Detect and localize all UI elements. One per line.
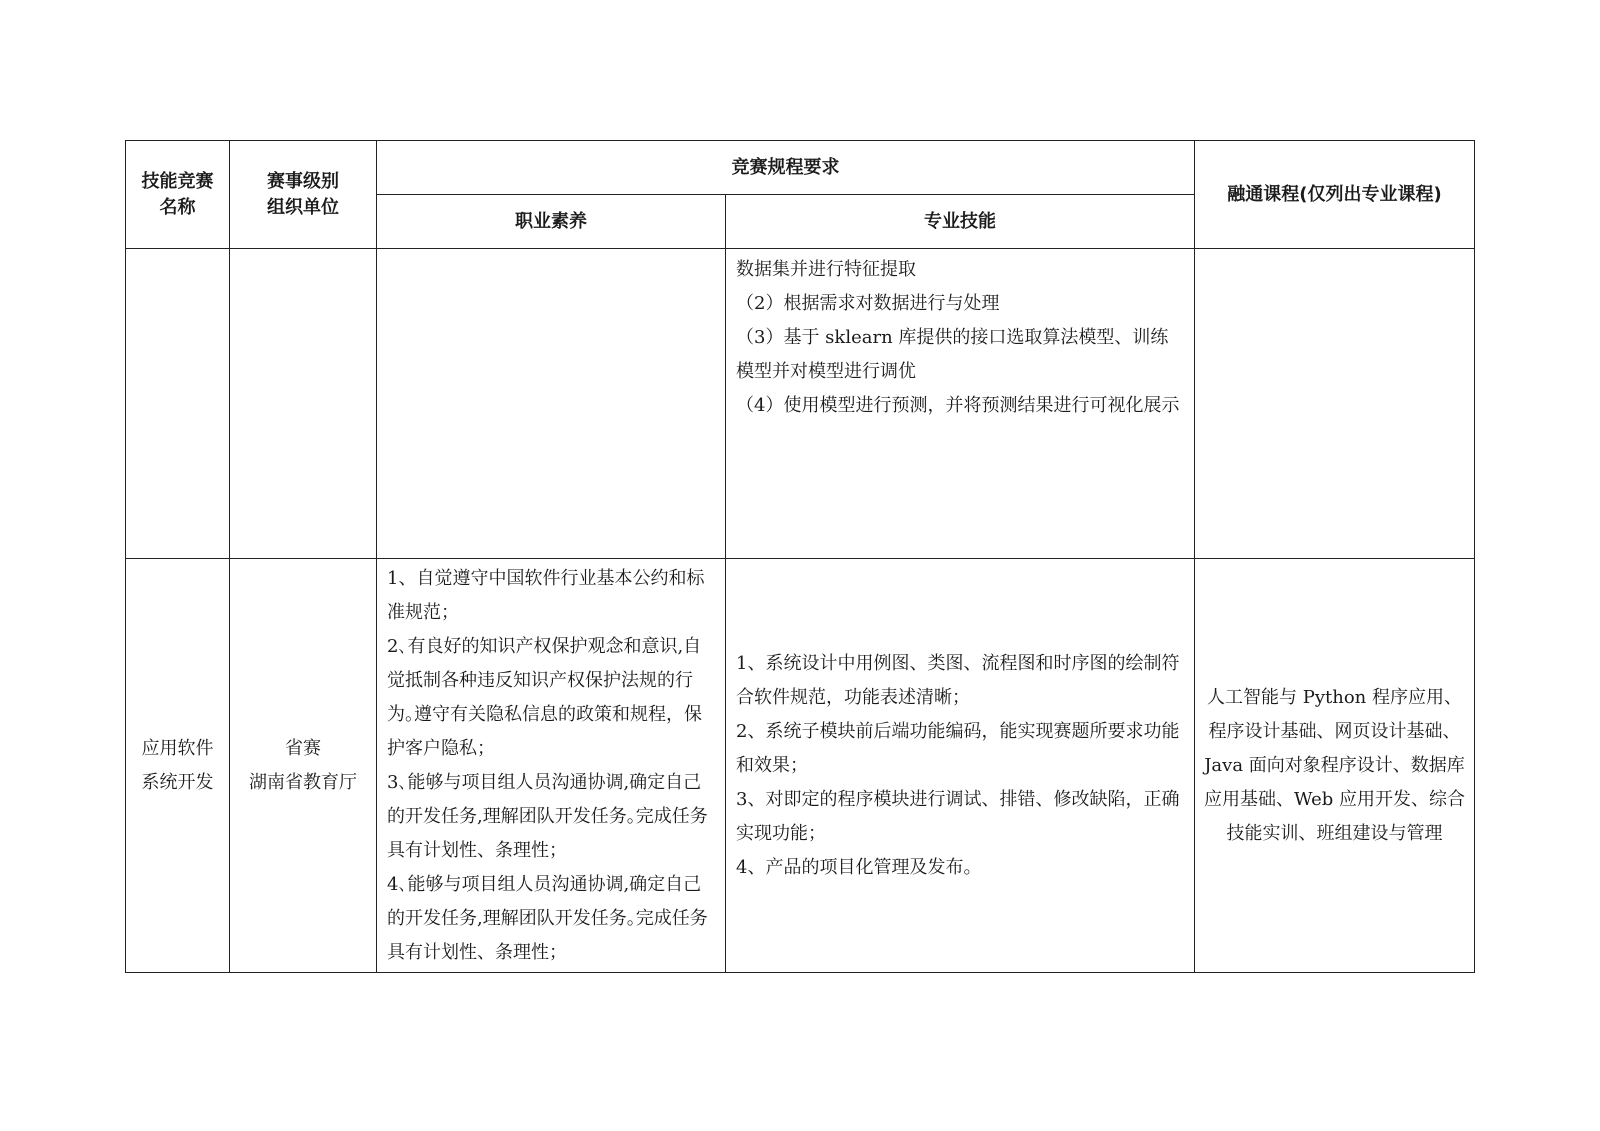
table-row xyxy=(126,249,1475,559)
literacy-item: 3､能够与项目组人员沟通协调,确定自己的开发任务,理解团队开发任务｡完成任务具有计划性、条理性； xyxy=(387,771,708,861)
header-competition-name: 技能竞赛 名称 xyxy=(126,141,230,249)
header-professional-literacy: 职业素养 xyxy=(377,195,726,249)
cell-courses xyxy=(1195,249,1475,559)
cell-competition-name xyxy=(126,249,230,559)
skill-item: （3）基于 sklearn 库提供的接口选取算法模型、训练模型并对模型进行调优 xyxy=(736,327,1169,382)
cell-literacy xyxy=(377,559,726,973)
skill-item: 数据集并进行特征提取 xyxy=(736,259,916,280)
skill-item: 1、系统设计中用例图、类图、流程图和时序图的绘制符合软件规范，功能表述清晰； xyxy=(736,652,1180,708)
header-related-courses: 融通课程(仅列出专业课程) xyxy=(1195,141,1475,249)
literacy-item: 4､能够与项目组人员沟通协调,确定自己的开发任务,理解团队开发任务｡完成任务具有计划性、条理性； xyxy=(387,873,708,963)
table-row xyxy=(126,559,1475,973)
literacy-item: 1、自觉遵守中国软件行业基本公约和标准规范； xyxy=(387,567,705,623)
skill-item: 4、产品的项目化管理及发布。 xyxy=(736,856,982,878)
header-row-1 xyxy=(126,141,1475,195)
header-rules-requirements: 竞赛规程要求 xyxy=(377,141,1195,195)
skill-item: 2、系统子模块前后端功能编码，能实现赛题所要求功能和效果； xyxy=(736,720,1180,776)
cell-skills xyxy=(726,249,1195,559)
skill-item: （4）使用模型进行预测，并将预测结果进行可视化展示 xyxy=(736,395,1180,416)
cell-skills xyxy=(726,559,1195,973)
cell-literacy xyxy=(377,249,726,559)
competition-table xyxy=(125,140,1475,973)
cell-level: 省赛 湖南省教育厅 xyxy=(230,559,377,973)
header-level-organizer: 赛事级别 组织单位 xyxy=(230,141,377,249)
literacy-item: 2､有良好的知识产权保护观念和意识,自觉抵制各种违反知识产权保护法规的行为｡遵守有关隐私信息的政策和规程，保护客户隐私； xyxy=(387,635,702,759)
skill-item: 3、对即定的程序模块进行调试、排错、修改缺陷，正确实现功能； xyxy=(736,788,1180,844)
header-professional-skills: 专业技能 xyxy=(726,195,1195,249)
cell-competition-name: 应用软件 系统开发 xyxy=(126,559,230,973)
skill-item: （2）根据需求对数据进行与处理 xyxy=(736,293,1000,314)
cell-level xyxy=(230,249,377,559)
cell-courses: 人工智能与 Python 程序应用、程序设计基础、网页设计基础、Java 面向对象程序设计、数据库应用基础、Web 应用开发、综合技能实训、班组建设与管理 xyxy=(1195,559,1475,973)
